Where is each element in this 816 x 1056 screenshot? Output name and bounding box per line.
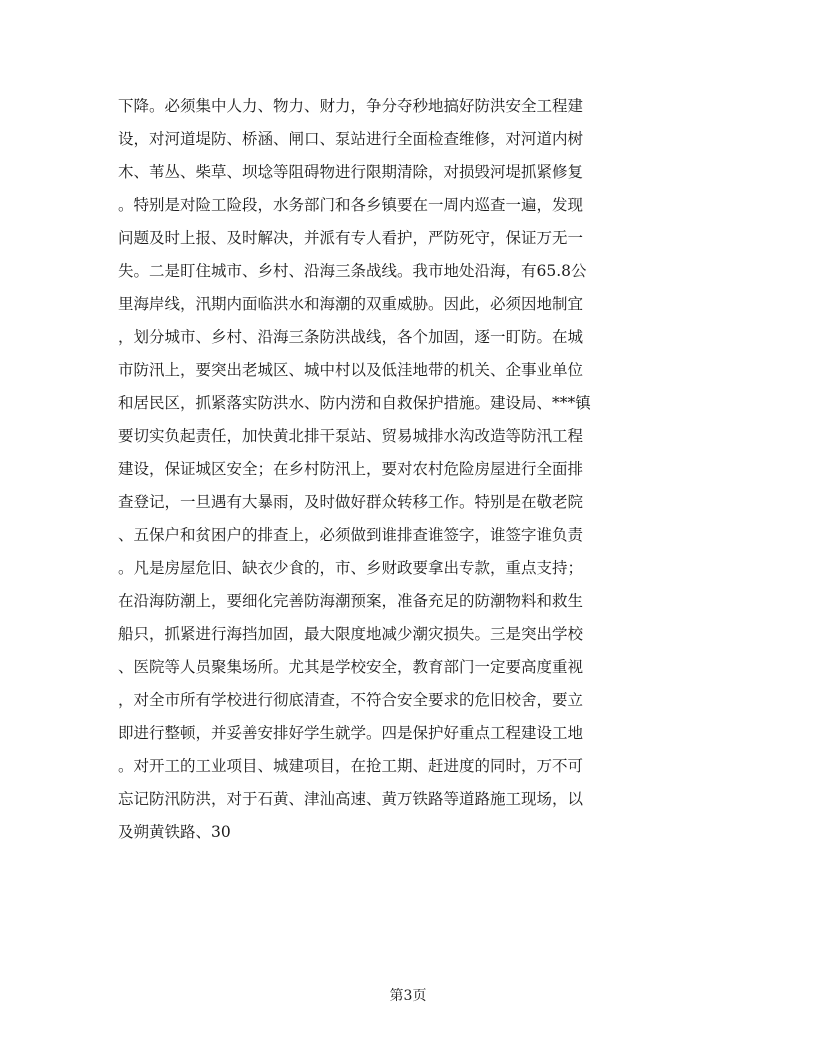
text-line: 。对开工的工业项目、城建项目，在抢工期、赶进度的同时，万不可 (118, 757, 584, 775)
text-line: 查登记，一旦遇有大暴雨，及时做好群众转移工作。特别是在敬老院 (118, 493, 584, 511)
text-line: 问题及时上报、及时解决，并派有专人看护，严防死守，保证万无一 (118, 229, 584, 247)
text-line: 要切实负起责任，加快黄北排干泵站、贸易城排水沟改造等防汛工程 (118, 427, 584, 445)
page-number: 第3页 (389, 988, 427, 1004)
body-text (118, 90, 703, 849)
text-line: 。凡是房屋危旧、缺衣少食的，市、乡财政要拿出专款，重点支持； (118, 559, 584, 577)
text-line: 忘记防汛防洪，对于石黄、津汕高速、黄万铁路等道路施工现场，以 (118, 790, 584, 808)
text-line: 船只，抓紧进行海挡加固，最大限度地减少潮灾损失。三是突出学校 (118, 625, 584, 643)
text-line: 及朔黄铁路、30 (118, 823, 231, 841)
text-line: 、医院等人员聚集场所。尤其是学校安全，教育部门一定要高度重视 (118, 658, 584, 676)
text-line: 设，对河道堤防、桥涵、闸口、泵站进行全面检查维修，对河道内树 (118, 130, 584, 148)
text-line: 建设，保证城区安全；在乡村防汛上，要对农村危险房屋进行全面排 (118, 460, 584, 478)
text-line: ，对全市所有学校进行彻底清查，不符合安全要求的危旧校舍，要立 (118, 691, 584, 709)
text-line: 木、苇丛、柴草、坝埝等阻碍物进行限期清除，对损毁河堤抓紧修复 (118, 163, 584, 181)
text-line: 、五保户和贫困户的排查上，必须做到谁排查谁签字，谁签字谁负责 (118, 526, 584, 544)
text-line: 失。二是盯住城市、乡村、沿海三条战线。我市地处沿海，有65.8公 (118, 262, 587, 280)
text-line: 里海岸线，汛期内面临洪水和海潮的双重威胁。因此，必须因地制宜 (118, 295, 584, 313)
text-line: 和居民区，抓紧落实防洪水、防内涝和自救保护措施。建设局、***镇 (118, 394, 591, 412)
text-line: 在沿海防潮上，要细化完善防海潮预案，准备充足的防潮物料和救生 (118, 592, 584, 610)
text-line: 。特别是对险工险段，水务部门和各乡镇要在一周内巡查一遍，发现 (118, 196, 584, 214)
text-line: 市防汛上，要突出老城区、城中村以及低洼地带的机关、企事业单位 (118, 361, 584, 379)
text-line: ，划分城市、乡村、沿海三条防洪战线，各个加固，逐一盯防。在城 (118, 328, 584, 346)
text-line: 下降。必须集中人力、物力、财力，争分夺秒地搞好防洪安全工程建 (118, 97, 584, 115)
text-line: 即进行整顿，并妥善安排好学生就学。四是保护好重点工程建设工地 (118, 724, 584, 742)
